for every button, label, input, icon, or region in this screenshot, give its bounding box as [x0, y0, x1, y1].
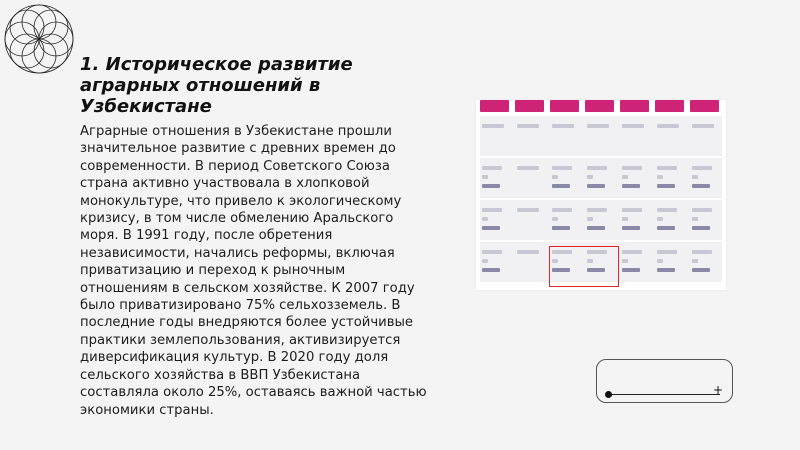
- table-image-row: [480, 200, 722, 240]
- table-image-text-line: [622, 250, 642, 254]
- table-image-cell: [655, 200, 687, 240]
- geometric-circle-ornament-icon: [2, 2, 76, 76]
- table-image-cell: [690, 158, 722, 198]
- table-image-text-line: [622, 259, 628, 263]
- table-image-cell: [690, 116, 722, 156]
- table-image-text-line: [622, 208, 642, 212]
- table-image-cell: [480, 158, 512, 198]
- slide-title: 1. Историческое развитие аграрных отношений в Узбекистане: [80, 54, 353, 117]
- slider-track[interactable]: [607, 394, 720, 395]
- table-image-text-line: [692, 268, 710, 272]
- table-image-text-line: [482, 250, 502, 254]
- table-image-cell: [585, 116, 617, 156]
- table-image-text-line: [657, 184, 675, 188]
- table-image-text-line: [657, 250, 677, 254]
- table-image-header-cell: [585, 100, 614, 112]
- table-image-text-line: [657, 226, 675, 230]
- table-image-text-line: [587, 124, 609, 128]
- table-image-text-line: [482, 175, 488, 179]
- table-image-header: [480, 100, 722, 114]
- table-image-text-line: [552, 217, 558, 221]
- table-image-cell: [480, 242, 512, 282]
- dot-icon[interactable]: [605, 391, 612, 398]
- table-image-header-cell: [620, 100, 649, 112]
- table-image-text-line: [482, 208, 502, 212]
- table-image-text-line: [587, 166, 607, 170]
- table-image-cell: [515, 158, 547, 198]
- slider-widget[interactable]: [596, 359, 733, 403]
- table-image-text-line: [552, 226, 570, 230]
- table-image-header-cell: [515, 100, 544, 112]
- plus-icon[interactable]: +: [713, 383, 724, 397]
- table-image-cell: [585, 158, 617, 198]
- table-image-text-line: [587, 217, 593, 221]
- table-image-text-line: [692, 184, 710, 188]
- table-image-cell: [585, 200, 617, 240]
- table-image-text-line: [692, 250, 712, 254]
- table-image-text-line: [692, 166, 712, 170]
- table-image-text-line: [657, 124, 679, 128]
- table-image-text-line: [692, 175, 698, 179]
- table-image-text-line: [622, 217, 628, 221]
- table-image-cell: [620, 242, 652, 282]
- table-image-text-line: [482, 259, 488, 263]
- table-image-text-line: [622, 226, 640, 230]
- table-image-text-line: [692, 217, 698, 221]
- table-image-text-line: [552, 208, 572, 212]
- table-image-text-line: [587, 208, 607, 212]
- table-image-text-line: [622, 268, 640, 272]
- table-image-header-cell: [480, 100, 509, 112]
- table-image-cell: [655, 242, 687, 282]
- table-image-text-line: [552, 184, 570, 188]
- table-image-text-line: [622, 124, 644, 128]
- table-image-text-line: [622, 184, 640, 188]
- table-image-text-line: [657, 175, 663, 179]
- table-image-text-line: [657, 208, 677, 212]
- table-image-cell: [480, 116, 512, 156]
- table-image-text-line: [517, 208, 539, 212]
- table-image-text-line: [622, 166, 642, 170]
- table-image-text-line: [552, 124, 574, 128]
- table-image-text-line: [517, 124, 539, 128]
- table-image-text-line: [482, 124, 504, 128]
- table-image-cell: [515, 116, 547, 156]
- table-image-cell: [620, 116, 652, 156]
- table-image-cell: [620, 200, 652, 240]
- slide-body-text: Аграрные отношения в Узбекистане прошли значительное развитие с древних времен до современности. В период Советского Союза страна активно участвовала в хлопковой монокультуре, что привело к экологическому кризису, в том числе обмелению Аральского моря. В 1991 году, после обретения независимости, начались реформы, включая приватизацию и переход к рыночным отношениям в сельском хозяйстве. К 2007 году было приватизировано 75% сельхозземель. В последние годы внедряются более устойчивые практики землепользования, активизируется диверсификация культур. В 2020 году доля сельского хозяйства в ВВП Узбекистана составляла около 25%, оставаясь важной частью экономики страны.: [80, 124, 427, 418]
- table-image-text-line: [692, 259, 698, 263]
- table-image-text-line: [657, 268, 675, 272]
- table-image-text-line: [482, 184, 500, 188]
- table-image-text-line: [517, 166, 539, 170]
- table-image-text-line: [517, 250, 539, 254]
- table-image-text-line: [692, 226, 710, 230]
- table-image-text-line: [692, 124, 714, 128]
- table-highlight-box: [549, 246, 619, 287]
- table-image-text-line: [622, 175, 628, 179]
- table-image-text-line: [482, 268, 500, 272]
- table-image-row: [480, 158, 722, 198]
- table-image-cell: [550, 200, 582, 240]
- table-image-text-line: [552, 175, 558, 179]
- table-image-cell: [690, 200, 722, 240]
- table-image-text-line: [482, 217, 488, 221]
- table-image-header-cell: [655, 100, 684, 112]
- table-image-text-line: [587, 175, 593, 179]
- table-image-text-line: [482, 226, 500, 230]
- table-image-text-line: [587, 184, 605, 188]
- table-image-header-cell: [550, 100, 579, 112]
- table-image-cell: [620, 158, 652, 198]
- table-image-header-cell: [690, 100, 719, 112]
- table-image-text-line: [552, 166, 572, 170]
- table-image-text-line: [692, 208, 712, 212]
- table-image-text-line: [587, 226, 605, 230]
- table-image-text-line: [657, 166, 677, 170]
- table-image-cell: [550, 158, 582, 198]
- table-image-cell: [480, 200, 512, 240]
- table-image-cell: [655, 116, 687, 156]
- table-image-cell: [515, 200, 547, 240]
- table-image-text-line: [482, 166, 502, 170]
- table-image-text-line: [657, 217, 663, 221]
- table-image-text-line: [657, 259, 663, 263]
- table-image-cell: [690, 242, 722, 282]
- table-image-cell: [655, 158, 687, 198]
- table-image-cell: [515, 242, 547, 282]
- table-image-cell: [550, 116, 582, 156]
- table-image-row: [480, 116, 722, 156]
